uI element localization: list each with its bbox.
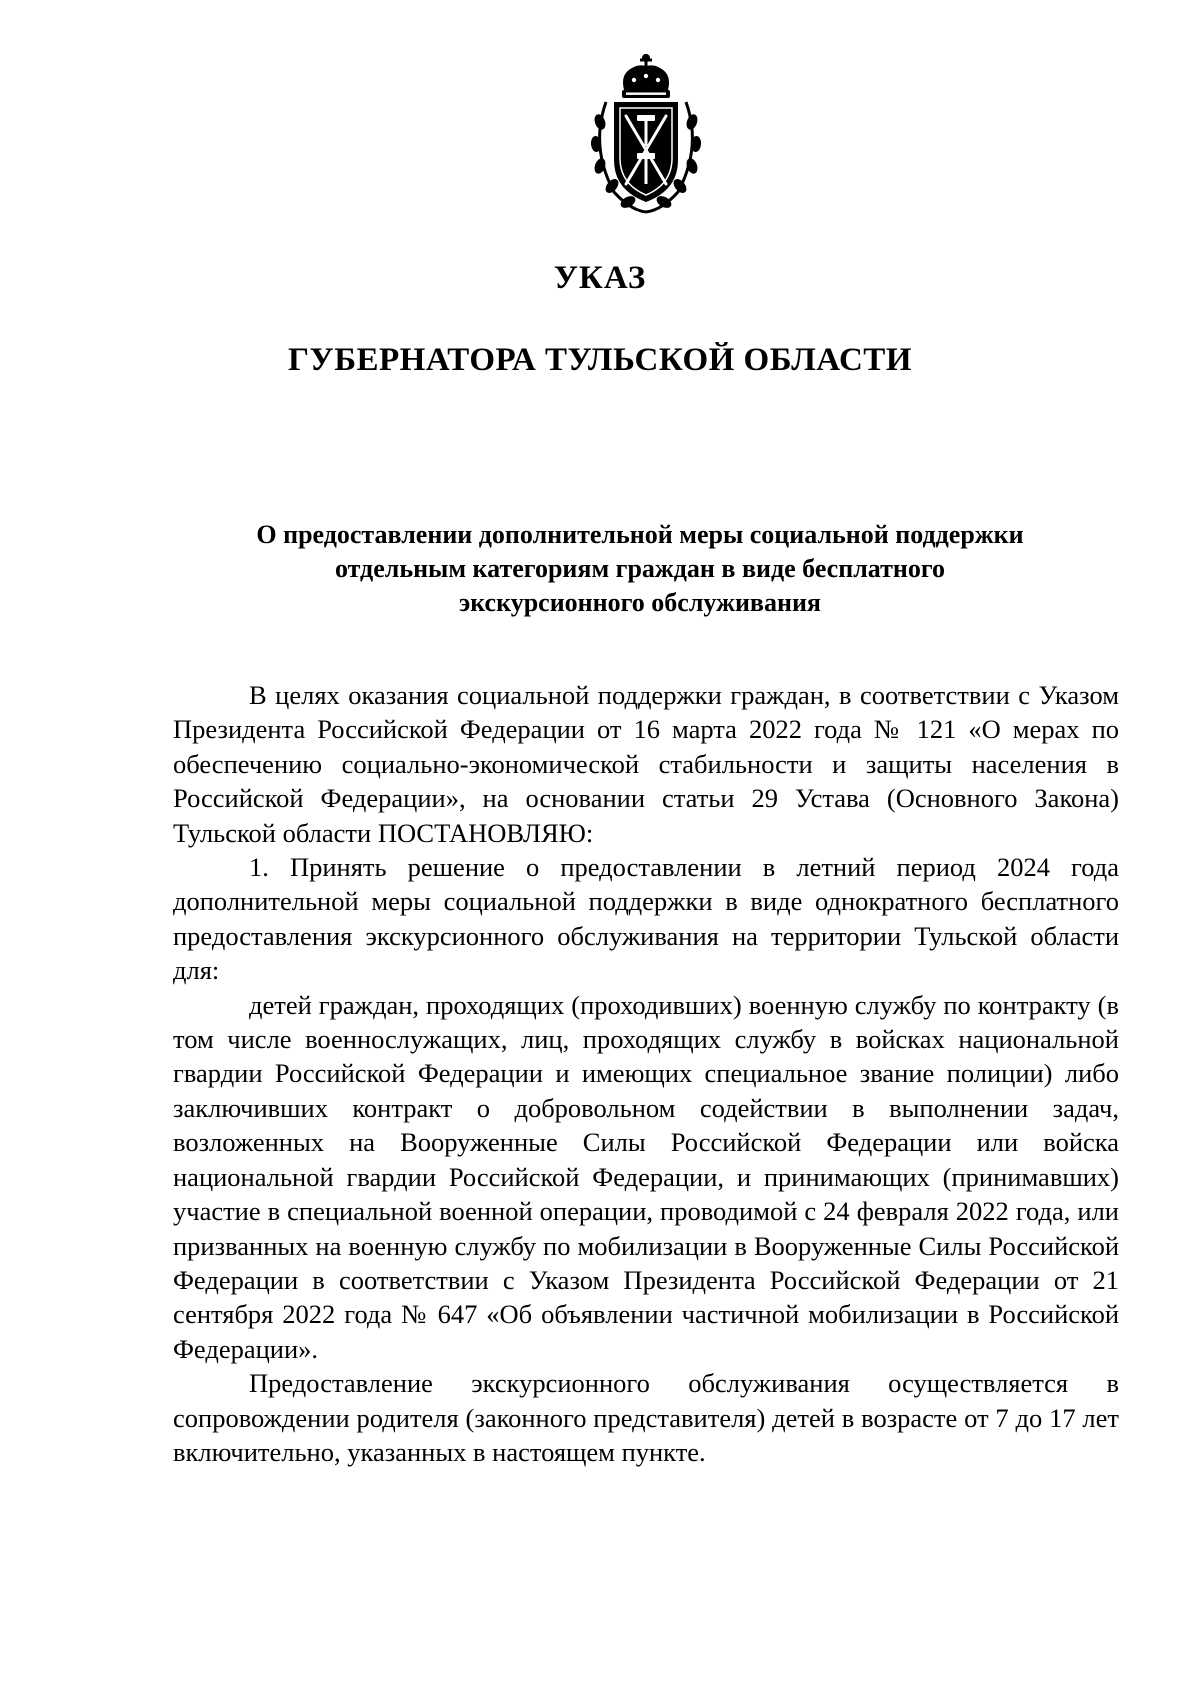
title-line: О предоставлении дополнительной меры социальной поддержки (256, 520, 1024, 549)
document-type: УКАЗ (553, 260, 647, 296)
preamble-paragraph: В целях оказания социальной поддержки граждан, в соответствии с Указом Президента Российской Федерации от 16 марта 2022 года № 121 «О мерах по обеспечению социально-экономической стабильности и защиты населения в Российской Федерации», на основании статьи 29 Устава (Основного Закона) Тульской области ПОСТАНОВЛЯЮ: (173, 680, 1119, 848)
tula-coat-of-arms-icon (584, 52, 708, 216)
document-title (170, 518, 1110, 620)
issuer-heading: ГУБЕРНАТОРА ТУЛЬСКОЙ ОБЛАСТИ (287, 342, 912, 378)
clause-paragraph: Предоставление экскурсионного обслуживания осуществляется в сопровождении родителя (законного представителя) детей в возрасте от 7 до 17 лет включительно, указанных в настоящем пункте. (173, 1368, 1119, 1467)
clause-paragraph: 1. Принять решение о предоставлении в летний период 2024 года дополнительной меры социальной поддержки в виде однократного бесплатного предоставления экскурсионного обслуживания на территории Тульской области для: (173, 852, 1119, 986)
title-line: отдельным категориям граждан в виде бесплатного (334, 554, 946, 583)
clause-paragraph: детей граждан, проходящих (проходивших) военную службу по контракту (в том числе военнослужащих, лиц, проходящих службу в войсках национальной гвардии Российской Федерации и имеющих специальное звание полиции) либо заключивших контракт о добровольном содействии в выполнении задач, возложенных на Вооруженные Силы Российской Федерации или войска национальной гвардии Российской Федерации, и принимающих (принимавших) участие в специальной военной операции, проводимой с 24 февраля 2022 года, или призванных на военную службу по мобилизации в Вооруженные Силы Российской Федерации в соответствии с Указом Президента Российской Федерации от 21 сентября 2022 года № 647 «Об объявлении частичной мобилизации в Российской Федерации». (173, 989, 1119, 1364)
title-line: экскурсионного обслуживания (458, 588, 821, 617)
document-body (173, 678, 1119, 1469)
